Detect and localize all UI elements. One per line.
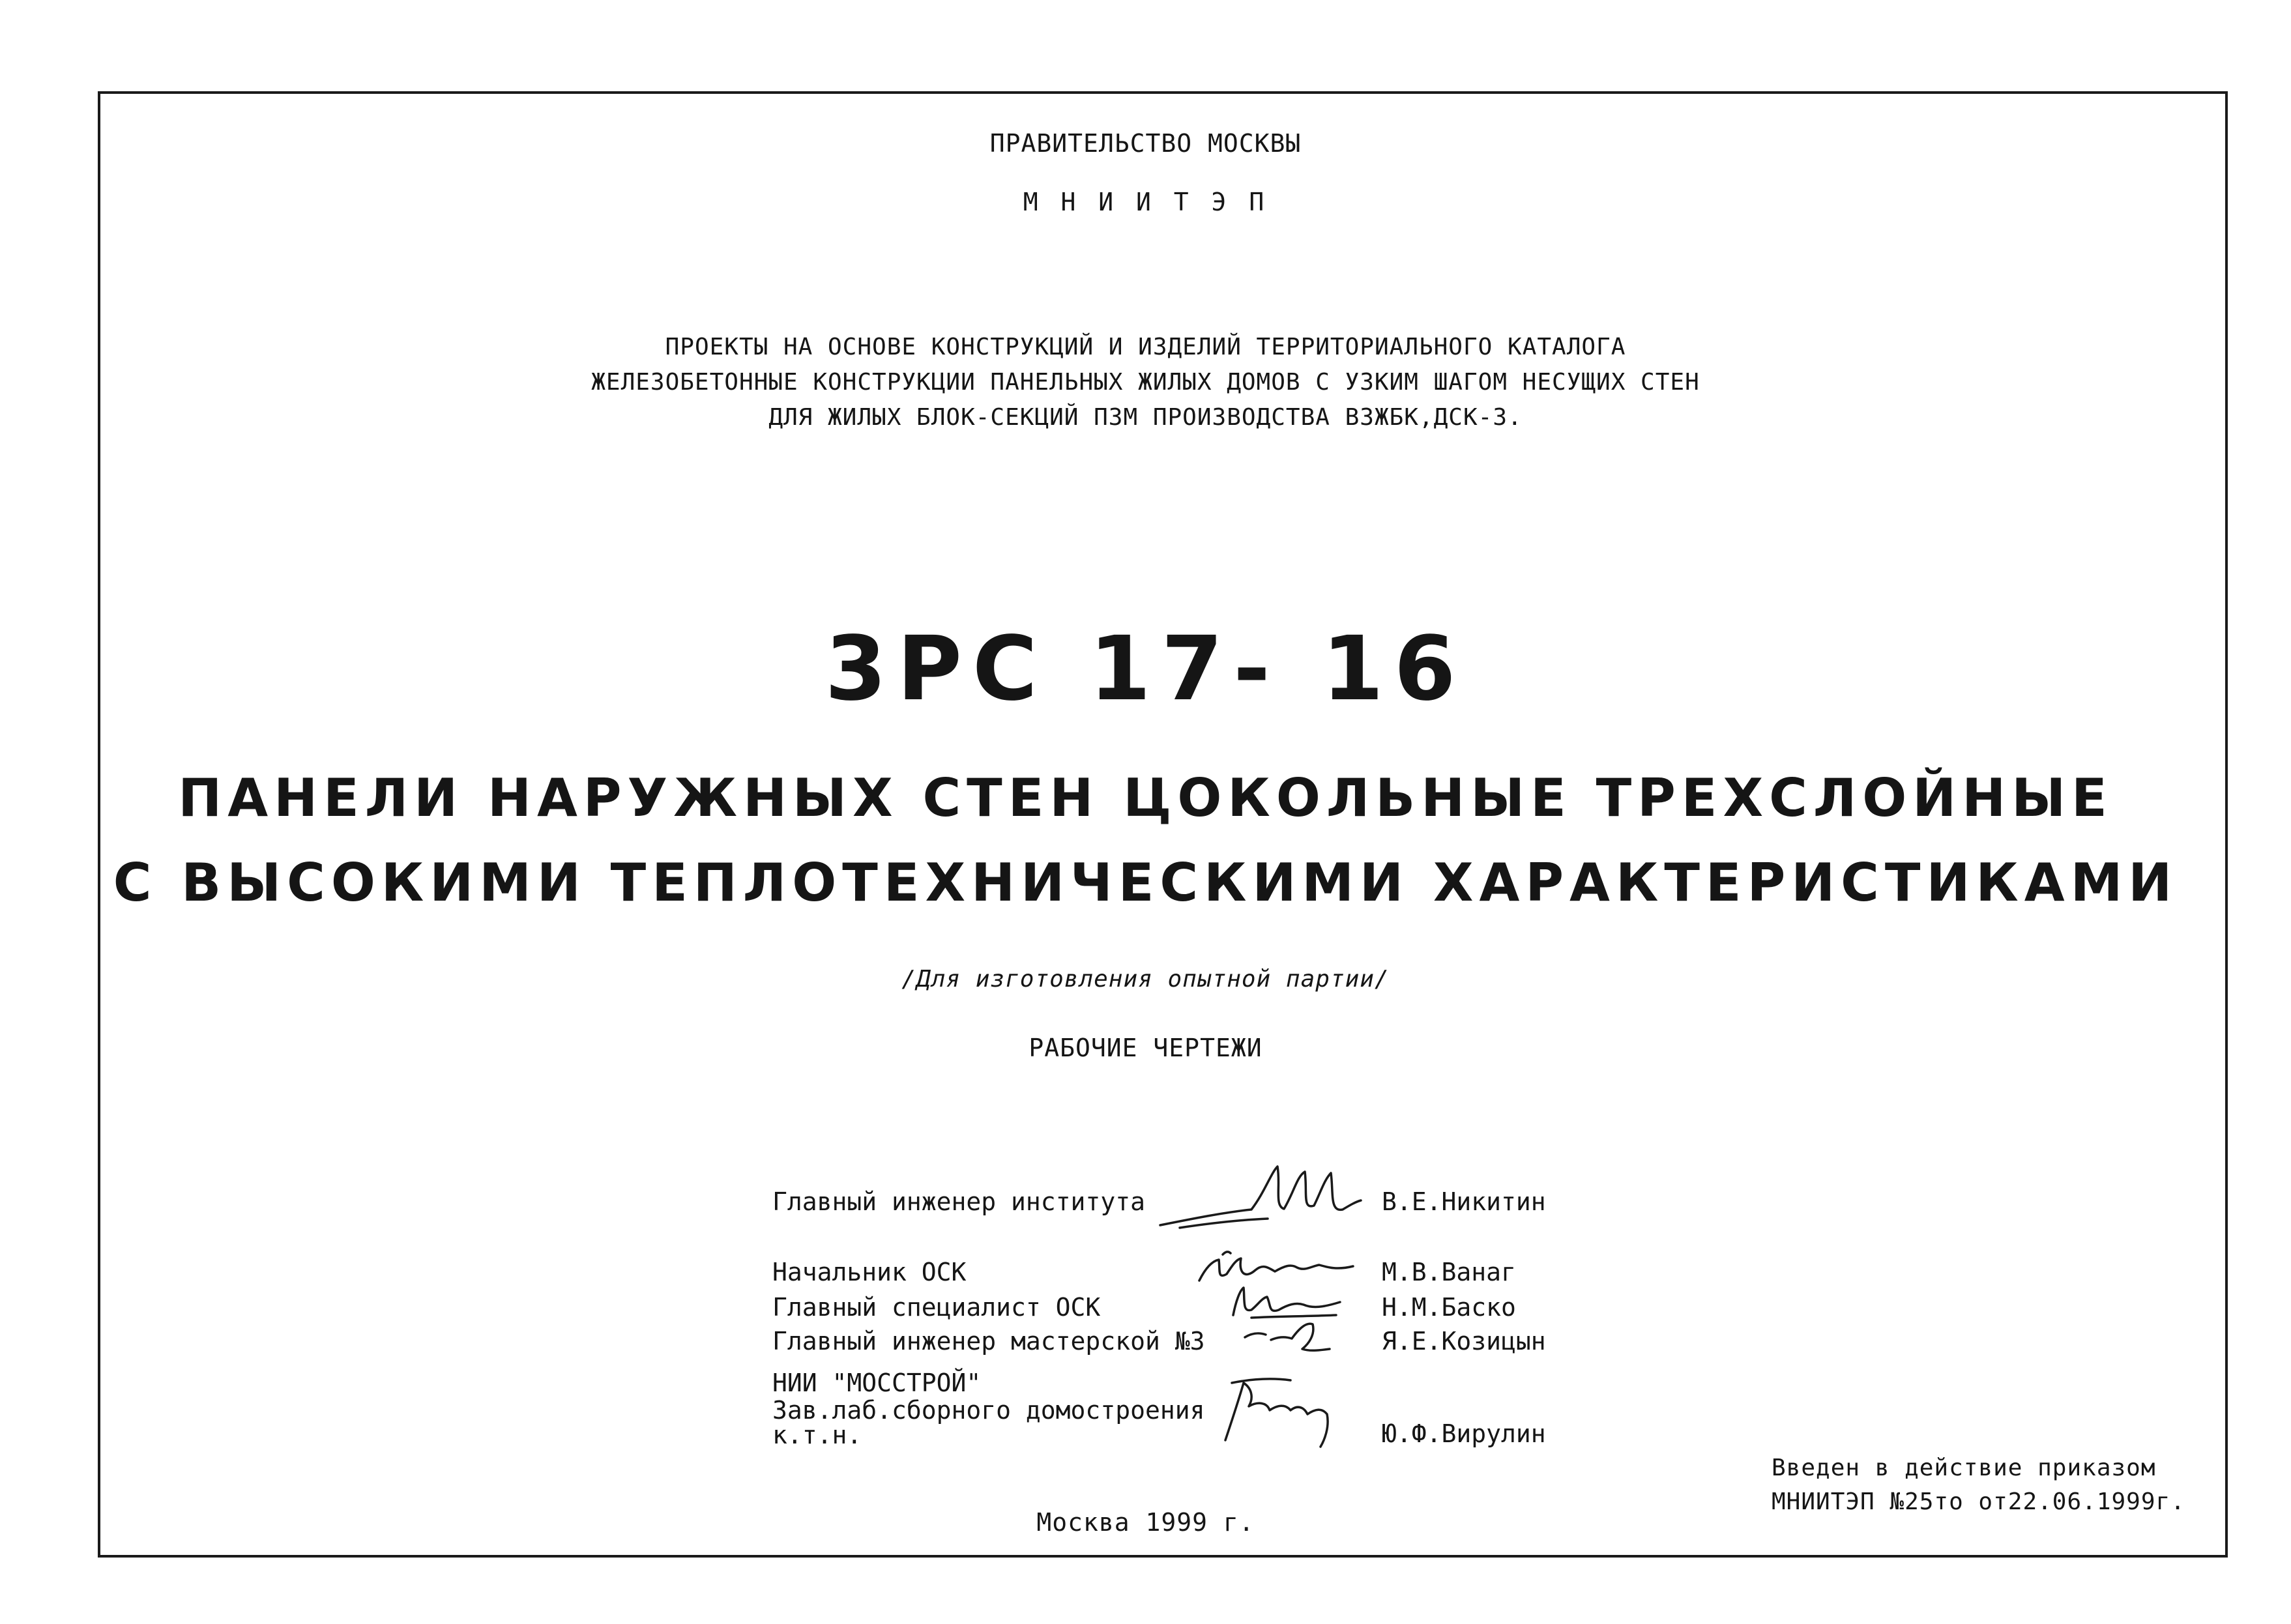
signatory-name-2: М.В.Ванаг: [1382, 1258, 1516, 1286]
series-description-line-3: ДЛЯ ЖИЛЫХ БЛОК-СЕКЦИЙ ПЗМ ПРОИЗВОДСТВА ВЗЖБК,ДСК-3.: [768, 404, 1523, 431]
institute-header: М Н И И Т Э П: [1023, 188, 1268, 216]
signature-icon: [1154, 1147, 1369, 1238]
signatory-position-5-degree: к.т.н.: [772, 1421, 862, 1449]
signatory-name-5: Ю.Ф.Вирулин: [1382, 1419, 1546, 1448]
signatory-position-2: Начальник ОСК: [772, 1258, 967, 1286]
signatory-position-5-title: Зав.лаб.сборного домостроения: [772, 1396, 1205, 1425]
drawing-type: РАБОЧИЕ ЧЕРТЕЖИ: [1029, 1034, 1262, 1062]
purpose-note: /Для изготовления опытной партии/: [901, 966, 1390, 993]
enactment-line-2: МНИИТЭП №25то от22.06.1999г.: [1772, 1488, 2185, 1515]
title-line-1: ПАНЕЛИ НАРУЖНЫХ СТЕН ЦОКОЛЬНЫЕ ТРЕХСЛОЙНЫЕ: [178, 768, 2113, 828]
signatory-position-3: Главный специалист ОСК: [772, 1293, 1101, 1322]
signatory-name-1: В.Е.Никитин: [1382, 1187, 1546, 1216]
organization-header: ПРАВИТЕЛЬСТВО МОСКВЫ: [989, 129, 1302, 158]
place-and-year: Москва 1999 г.: [1036, 1508, 1255, 1537]
title-line-2: С ВЫСОКИМИ ТЕПЛОТЕХНИЧЕСКИМИ ХАРАКТЕРИСТИКАМИ: [113, 852, 2178, 913]
signatory-name-3: Н.М.Баско: [1382, 1293, 1516, 1322]
series-description-line-2: ЖЕЛЕЗОБЕТОННЫЕ КОНСТРУКЦИИ ПАНЕЛЬНЫХ ЖИЛЫХ ДОМОВ С УЗКИМ ШАГОМ НЕСУЩИХ СТЕН: [591, 369, 1700, 396]
signature-icon: [1238, 1310, 1349, 1362]
series-description-line-1: ПРОЕКТЫ НА ОСНОВЕ КОНСТРУКЦИЙ И ИЗДЕЛИЙ ТЕРРИТОРИАЛЬНОГО КАТАЛОГА: [665, 334, 1626, 360]
signatory-position-1: Главный инженер института: [772, 1187, 1145, 1216]
signatory-position-5-org: НИИ "МОССТРОЙ": [772, 1369, 982, 1397]
signature-icon: [1212, 1369, 1362, 1453]
enactment-line-1: Введен в действие приказом: [1772, 1455, 2156, 1481]
document-code: 3РС 17- 16: [824, 618, 1467, 721]
signatory-name-4: Я.Е.Козицын: [1382, 1327, 1546, 1356]
signatory-position-4: Главный инженер мастерской №3: [772, 1327, 1205, 1356]
